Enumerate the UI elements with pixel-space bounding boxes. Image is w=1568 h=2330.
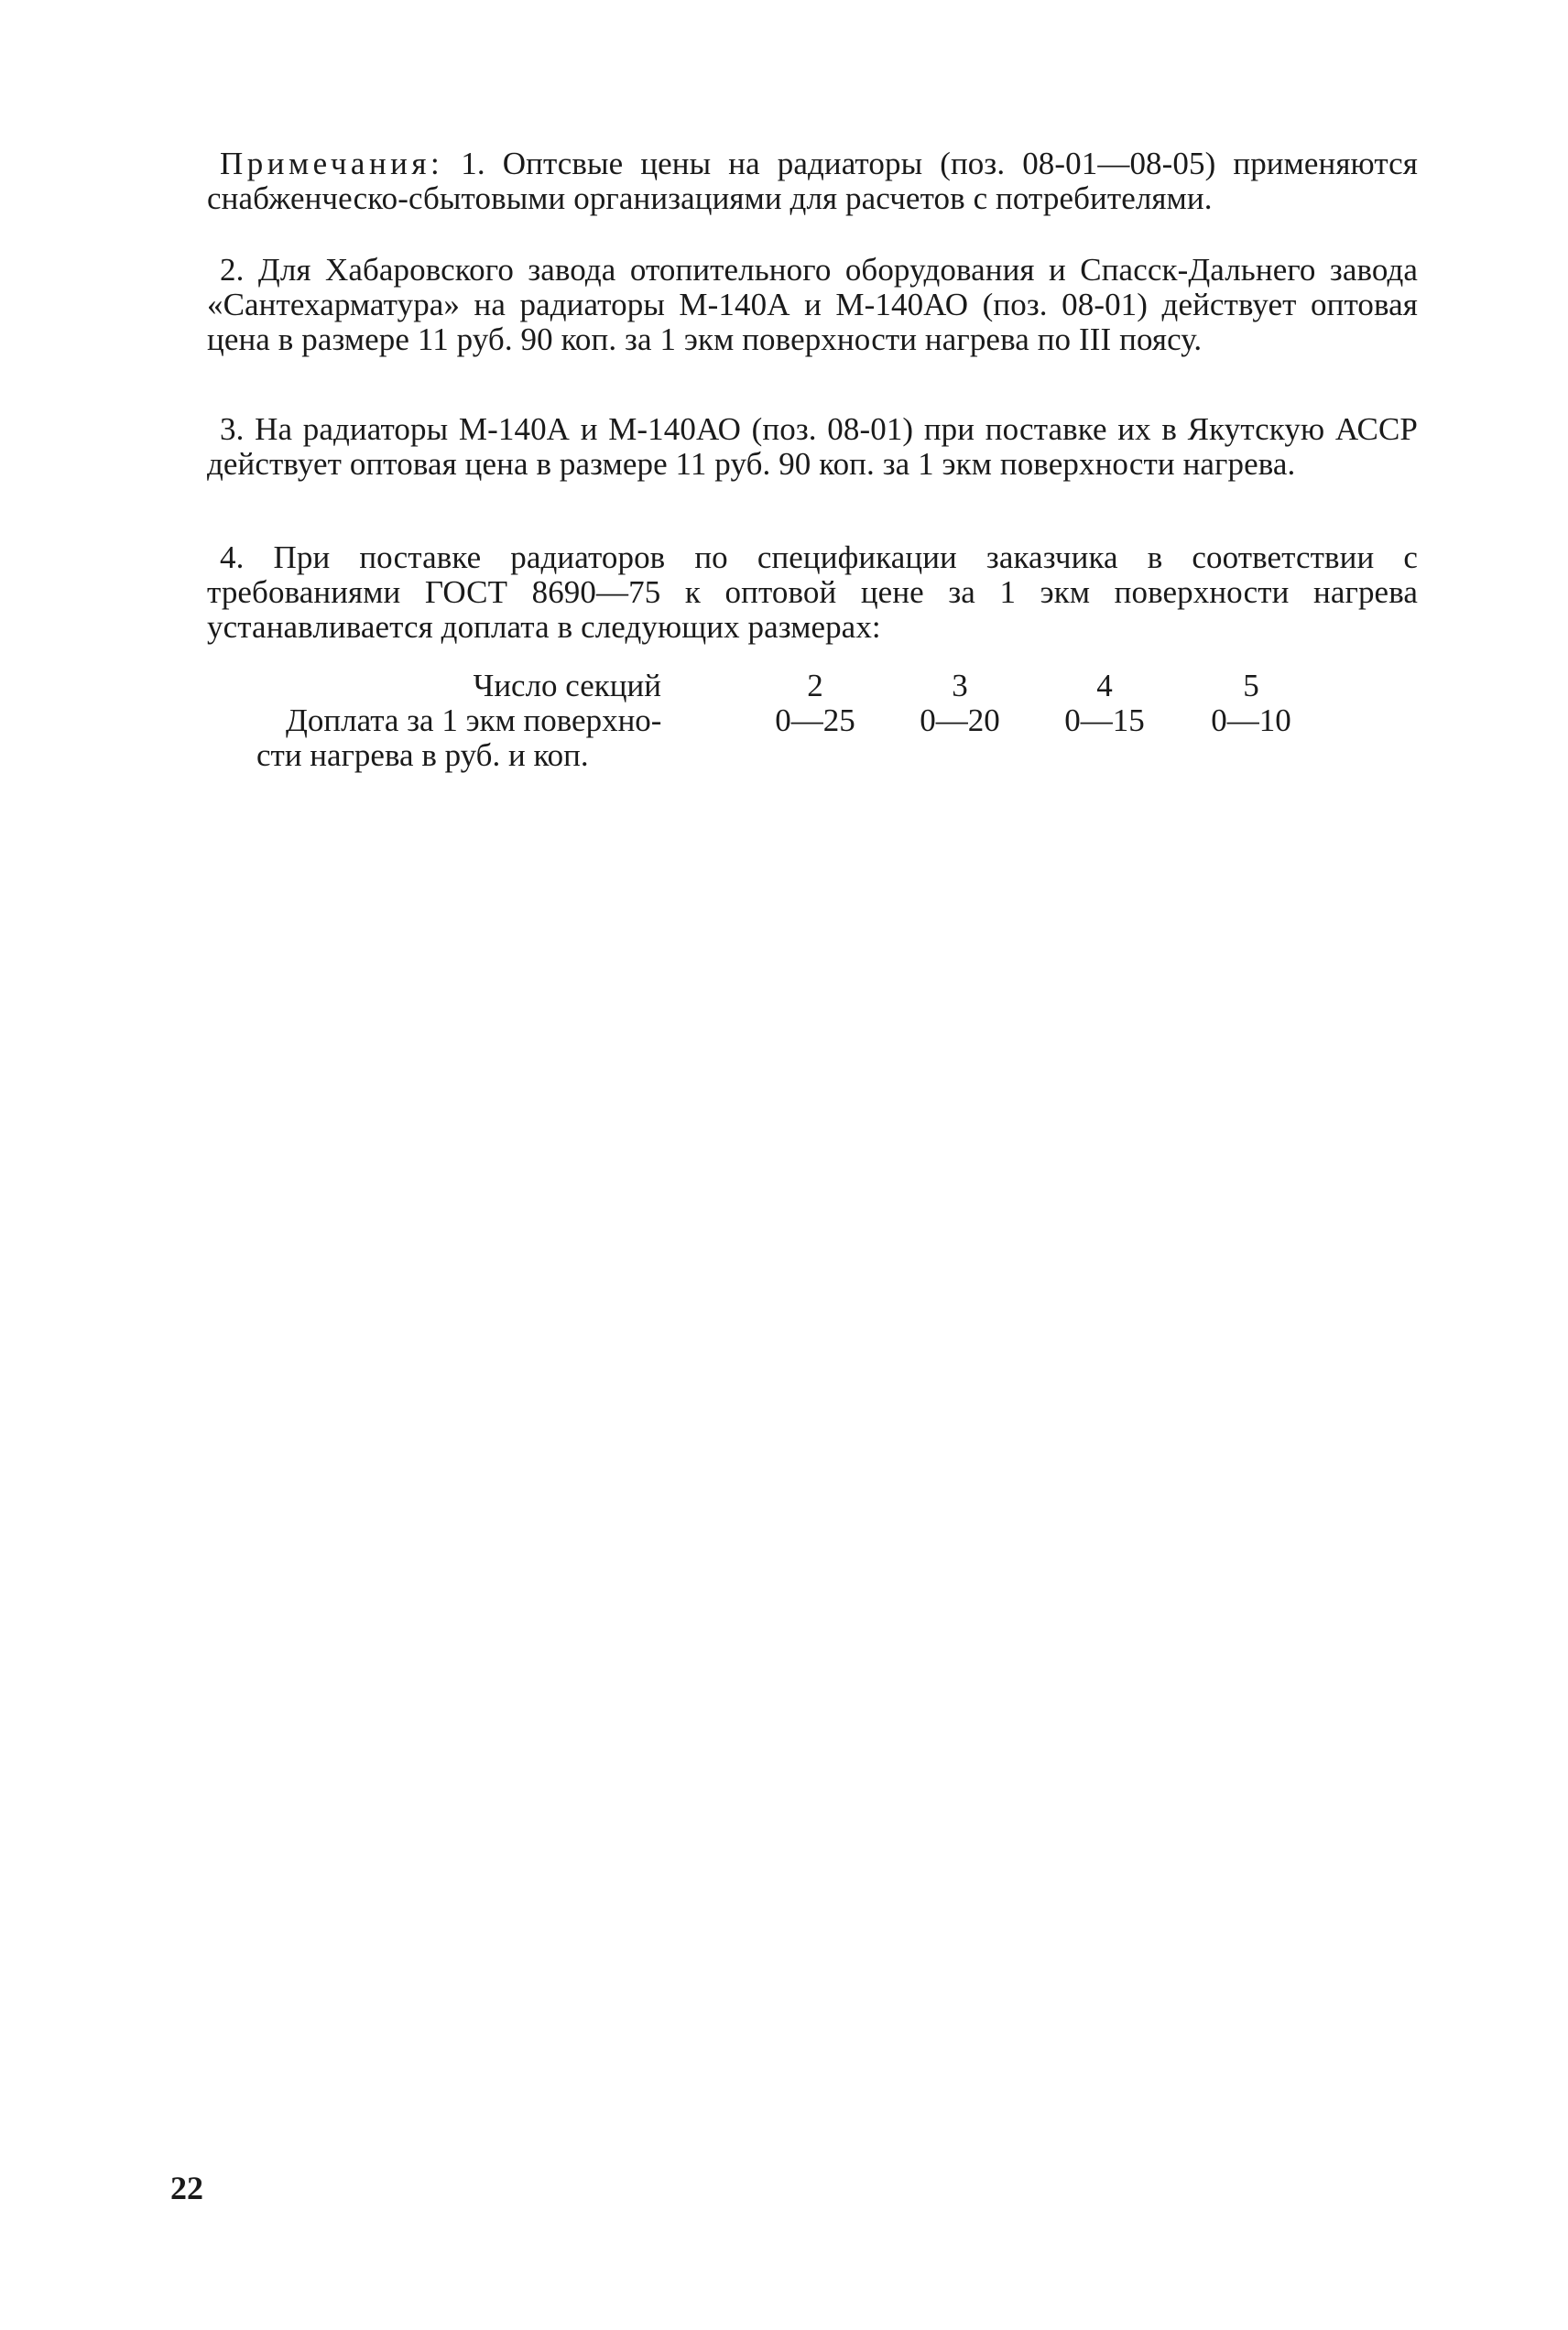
sections-value: 3 — [952, 668, 968, 703]
sections-value: 4 — [1096, 668, 1113, 703]
sections-value: 2 — [807, 668, 823, 703]
surcharge-value: 0—25 — [775, 702, 855, 738]
note-4 — [207, 540, 1418, 645]
notes-lead: Примечания: — [220, 146, 444, 181]
surcharge-label-line2: сти нагрева в руб. и коп. — [256, 737, 589, 773]
surcharge-value: 0—20 — [920, 702, 1000, 738]
page-number: 22 — [170, 2170, 203, 2206]
surcharge-label-line1: Доплата за 1 экм поверхно- — [286, 702, 662, 738]
note-3-text: 3. На радиаторы М-140А и М-140АО (поз. 08-01) при поставке их в Якутскую АССР действует оптовая цена в размере 11 руб. 90 коп. за 1 экм поверхности нагрева. — [207, 411, 1418, 482]
note-1 — [207, 147, 1418, 216]
note-1-text: 1. Оптсвые цены на радиаторы (поз. 08-01—08-05) применяются снабженческо-сбытовыми организациями для расчетов с потребителями. — [207, 146, 1418, 216]
surcharge-value: 0—15 — [1064, 702, 1145, 738]
note-2-text: 2. Для Хабаровского завода отопительного оборудования и Спасск-Дальнего завода «Сантехарматура» на радиаторы М-140А и М-140АО (поз. 08-01) действует оптовая цена в размере 11 руб. 90 коп. за 1 экм поверхности нагрева по III поясу. — [207, 252, 1418, 357]
note-4-text: 4. При поставке радиаторов по спецификации заказчика в соответствии с требованиями ГОСТ 8690—75 к оптовой цене за 1 экм поверхности нагрева устанавливается доплата в следующих размерах: — [207, 539, 1418, 645]
surcharge-value: 0—10 — [1211, 702, 1291, 738]
sections-value: 5 — [1243, 668, 1259, 703]
note-3 — [207, 412, 1418, 482]
sections-label: Число секций — [473, 668, 661, 703]
note-2 — [207, 253, 1418, 357]
